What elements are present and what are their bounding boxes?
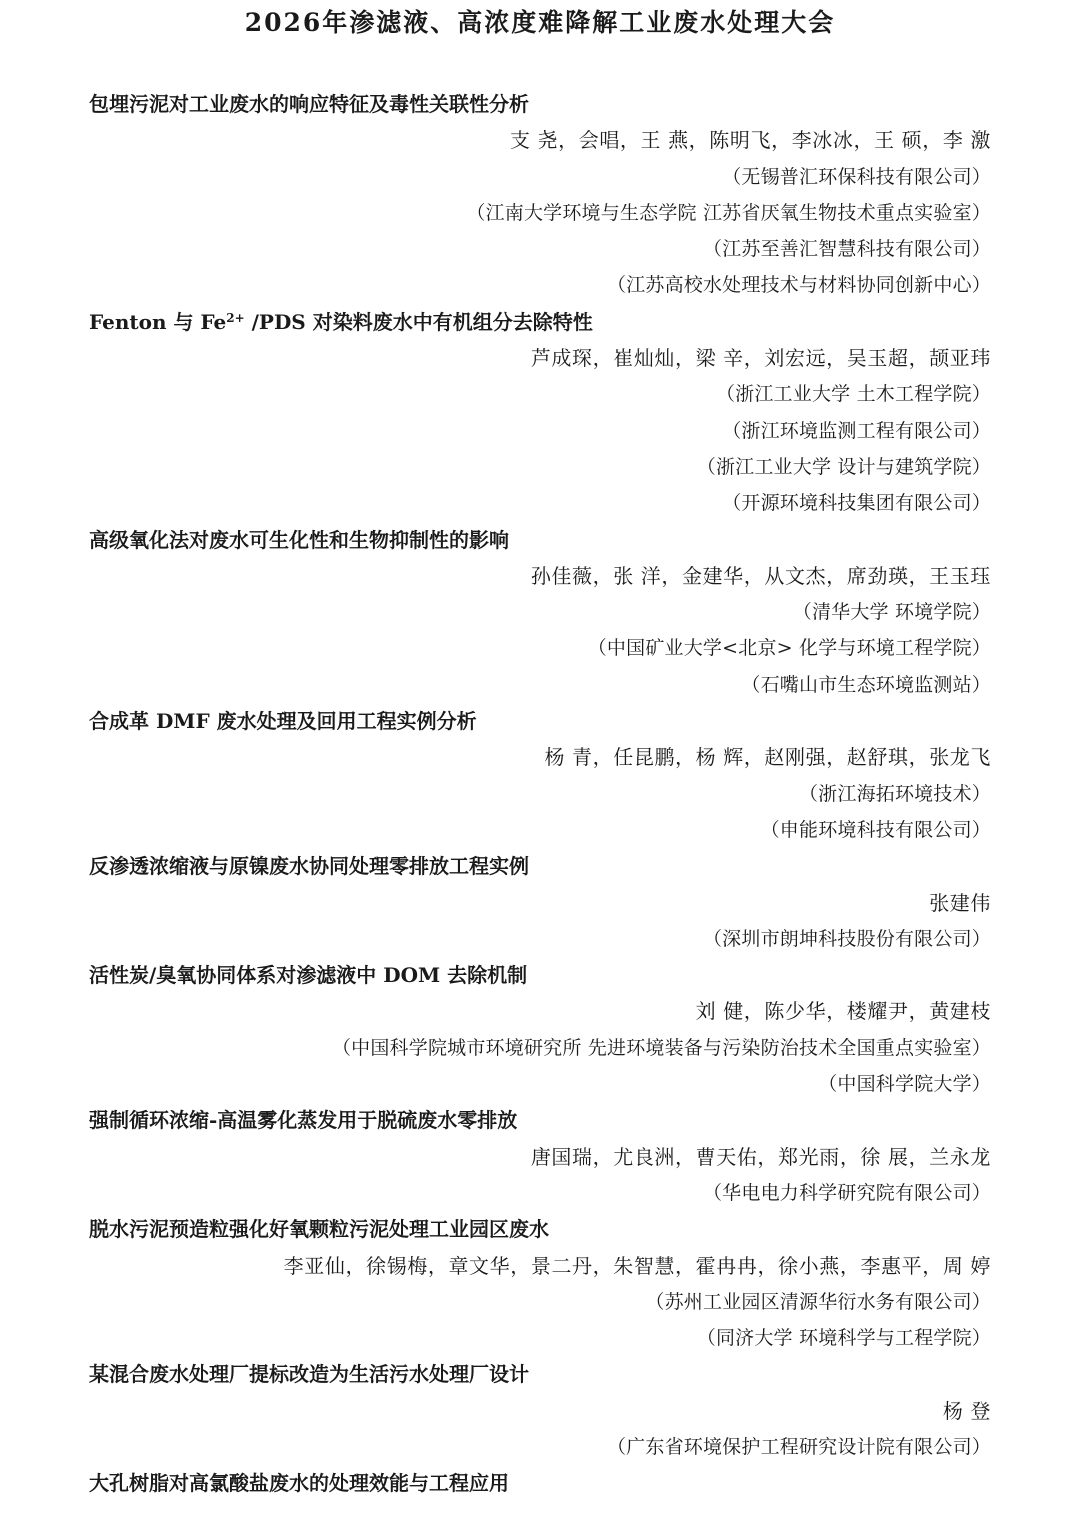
- paper-affiliation: （同济大学 环境科学与工程学院）: [696, 1327, 991, 1350]
- paper-title: 大孔树脂对高氯酸盐废水的处理效能与工程应用: [89, 1471, 509, 1496]
- paper-affiliation: （苏州工业园区清源华衍水务有限公司）: [645, 1290, 991, 1313]
- paper-authors: 芦成琛，崔灿灿，梁 辛，刘宏远，吴玉超，颉亚玮: [530, 346, 991, 371]
- paper-title: 高级氧化法对废水可生化性和生物抑制性的影响: [89, 527, 509, 552]
- paper-entry: [89, 703, 991, 848]
- paper-affiliation: （申能环境科技有限公司）: [760, 818, 991, 841]
- paper-title: 活性炭/臭氧协同体系对渗滤液中 DOM 去除机制: [89, 963, 528, 988]
- paper-affiliation: （浙江工业大学 土木工程学院）: [715, 383, 991, 406]
- paper-title: 合成革 DMF 废水处理及回用工程实例分析: [89, 709, 477, 734]
- paper-affiliation: （江苏高校水处理技术与材料协同创新中心）: [606, 274, 991, 297]
- paper-affiliation: （江南大学环境与生态学院 江苏省厌氧生物技术重点实验室）: [466, 201, 991, 224]
- paper-title: [89, 304, 991, 340]
- paper-authors: 孙佳薇，张 洋，金建华，从文杰，席劲瑛，王玉珏: [530, 563, 991, 588]
- paper-authors: 张建伟: [929, 890, 991, 915]
- paper-authors: 杨 登: [942, 1398, 991, 1423]
- paper-affiliation: （开源环境科技集团有限公司）: [722, 492, 991, 515]
- paper-authors: 刘 健，陈少华，楼耀尹，黄建枝: [695, 999, 991, 1024]
- paper-authors: 唐国瑞，尤良洲，曹天佑，郑光雨，徐 展，兰永龙: [530, 1144, 991, 1169]
- paper-affiliation: （清华大学 环境学院）: [792, 601, 991, 624]
- paper-title-superscript: 2+: [226, 310, 245, 325]
- page-title: 2026年渗滤液、高浓度难降解工业废水处理大会: [244, 8, 836, 37]
- paper-entry: [89, 1465, 991, 1501]
- paper-entry: [89, 1102, 991, 1211]
- paper-title-part: Fenton 与 Fe: [89, 309, 227, 334]
- paper-affiliation: （无锡普汇环保科技有限公司）: [722, 165, 991, 188]
- paper-title-part: /PDS 对染料废水中有机组分去除特性: [244, 309, 593, 334]
- paper-affiliation: （浙江工业大学 设计与建筑学院）: [696, 455, 991, 478]
- paper-affiliation: （华电电力科学研究院有限公司）: [702, 1181, 991, 1204]
- paper-list: [89, 86, 991, 1502]
- paper-entry: [89, 522, 991, 703]
- paper-authors: 支 尧，会唱，王 燕，陈明飞，李冰冰，王 硕，李 激: [509, 128, 991, 153]
- paper-entry: [89, 848, 991, 957]
- paper-title: 脱水污泥预造粒强化好氧颗粒污泥处理工业园区废水: [89, 1217, 549, 1242]
- paper-title: 包埋污泥对工业废水的响应特征及毒性关联性分析: [89, 92, 529, 116]
- paper-entry: [89, 304, 991, 522]
- paper-affiliation: （浙江海拓环境技术）: [798, 782, 991, 805]
- paper-affiliation: （石嘴山市生态环境监测站）: [741, 673, 991, 696]
- paper-entry: [89, 1211, 991, 1356]
- paper-title: 反渗透浓缩液与原镍废水协同处理零排放工程实例: [89, 854, 529, 879]
- paper-affiliation: （深圳市朗坤科技股份有限公司）: [702, 927, 991, 950]
- paper-affiliation: （浙江环境监测工程有限公司）: [722, 419, 991, 442]
- paper-entry: [89, 957, 991, 1102]
- paper-affiliation: （广东省环境保护工程研究设计院有限公司）: [606, 1435, 991, 1458]
- paper-affiliation: （中国矿业大学<北京> 化学与环境工程学院）: [587, 637, 991, 660]
- paper-entry: [89, 86, 991, 304]
- paper-entry: [89, 1356, 991, 1465]
- paper-affiliation: （中国科学院大学）: [818, 1073, 991, 1096]
- paper-title: 强制循环浓缩-高温雾化蒸发用于脱硫废水零排放: [89, 1108, 518, 1133]
- paper-title: 某混合废水处理厂提标改造为生活污水处理厂设计: [89, 1362, 529, 1387]
- paper-authors: 李亚仙，徐锡梅，章文华，景二丹，朱智慧，霍冉冉，徐小燕，李惠平，周 婷: [283, 1253, 991, 1278]
- paper-affiliation: （江苏至善汇智慧科技有限公司）: [702, 238, 991, 261]
- paper-affiliation: （中国科学院城市环境研究所 先进环境装备与污染防治技术全国重点实验室）: [331, 1036, 991, 1059]
- paper-authors: 杨 青，任昆鹏，杨 辉，赵刚强，赵舒琪，张龙飞: [544, 745, 991, 770]
